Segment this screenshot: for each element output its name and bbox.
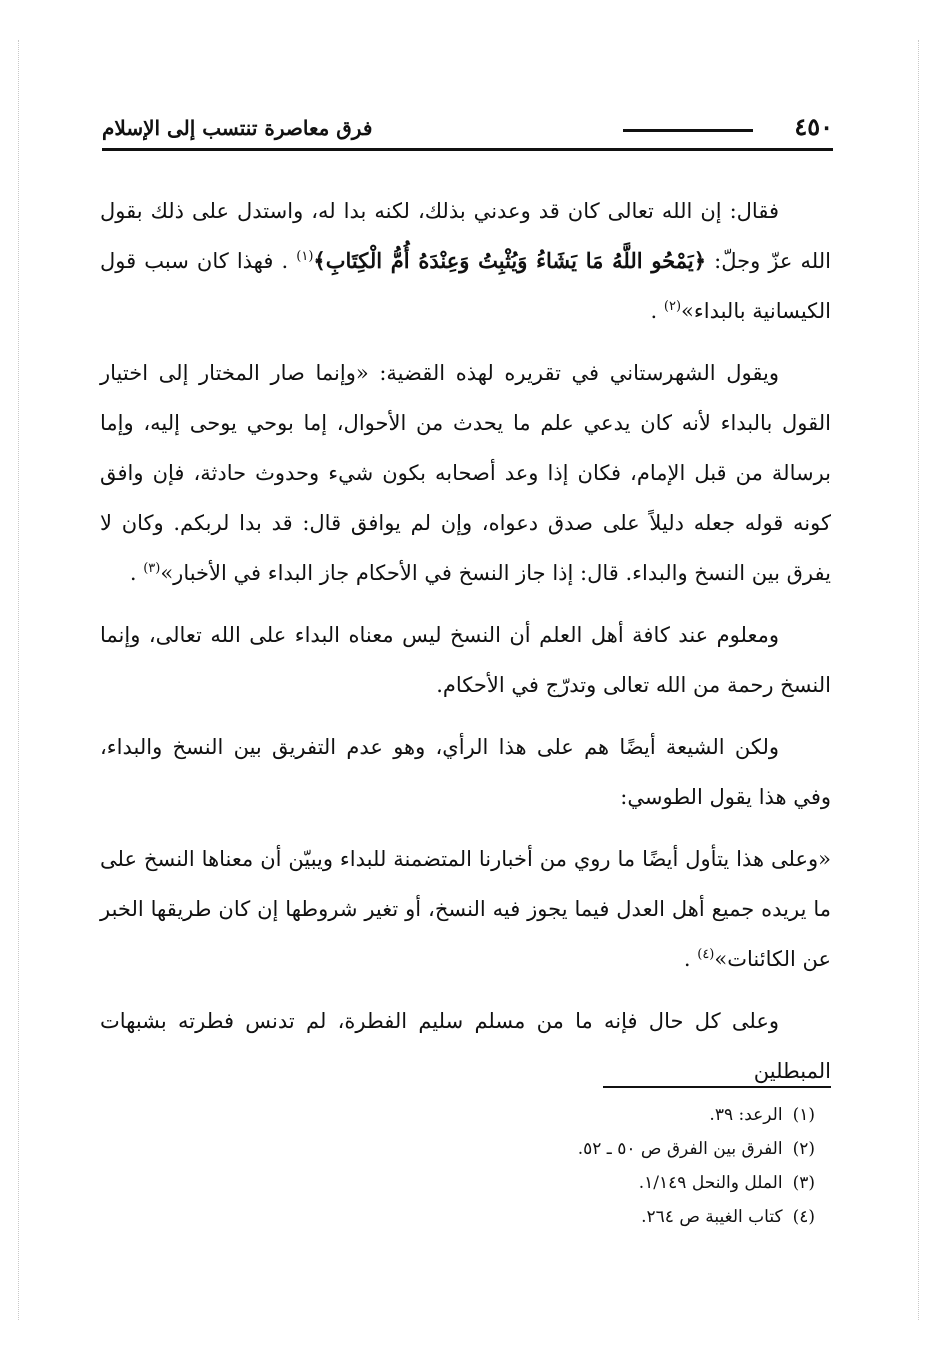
paragraph-4: ولكن الشيعة أيضًا هم على هذا الرأي، وهو عدم التفريق بين النسخ والبداء، وفي هذا يقول الطوسي: — [100, 735, 831, 809]
footnote-text: الفرق بين الفرق ص ٥٠ ـ ٥٢. — [577, 1139, 783, 1159]
header-rule — [102, 148, 833, 151]
page-header — [102, 112, 833, 152]
footnote-number: (٢) — [792, 1139, 815, 1159]
footnote-text: الرعد: ٣٩. — [709, 1105, 783, 1125]
footnote-text: كتاب الغيبة ص ٢٦٤. — [641, 1207, 783, 1227]
paragraph-1-end: . — [650, 299, 664, 323]
footnote-text: الملل والنحل ١/١٤٩. — [638, 1173, 783, 1193]
header-dash — [623, 129, 753, 132]
paragraph-1 — [100, 186, 831, 336]
footnote-3 — [578, 1166, 815, 1200]
footnote-ref-3: (٣) — [143, 561, 161, 576]
footnote-number: (٣) — [792, 1173, 815, 1193]
footnote-ref-1: (١) — [296, 249, 314, 264]
paragraph-2-text: ويقول الشهرستاني في تقريره لهذه القضية: «وإنما صار المختار إلى اختيار القول بالبداء لأنه كان يدعي علم ما يحدث من الأحوال، إما بوحي يوحى إليه، وإما برسالة من قبل الإمام، فكان إذا وعد أصحابه بكون شيء وحدوث حادثة، فإن وافق كونه قوله جعله دليلاً على صدق دعواه، وإن لم يوافق قال: قد بدا لربكم. وكان لا يفرق بين النسخ والبداء. قال: إذا جاز النسخ في الأحكام جاز البداء في الأخبار» — [100, 361, 831, 585]
footnote-number: (١) — [792, 1105, 815, 1125]
footnote-number: (٤) — [792, 1207, 815, 1227]
main-text — [100, 186, 831, 1108]
page-number: ٤٥٠ — [794, 112, 833, 141]
footnote-ref-4: (٤) — [697, 947, 715, 962]
paragraph-3: ومعلوم عند كافة أهل العلم أن النسخ ليس معناه البداء على الله تعالى، وإنما النسخ رحمة من الله تعالى وتدرّج في الأحكام. — [100, 623, 831, 697]
paragraph-5 — [100, 834, 831, 984]
paragraph-2 — [100, 348, 831, 598]
scan-edge-right — [918, 40, 919, 1320]
footnote-1 — [578, 1098, 815, 1132]
footnote-2 — [578, 1132, 815, 1166]
footnote-4 — [578, 1200, 815, 1234]
paragraph-2-end: . — [129, 561, 144, 585]
paragraph-5-text: «وعلى هذا يتأول أيضًا ما روي من أخبارنا المتضمنة للبداء ويبيّن أن معناها النسخ على ما يريده جميع أهل العدل فيما يجوز فيه النسخ، أو تغير شروطها إن كان طريقها الخبر عن الكائنات» — [100, 847, 831, 971]
paragraph-6: وعلى كل حال فإنه ما من مسلم سليم الفطرة، لم تدنس فطرته بشبهات المبطلين — [100, 1009, 831, 1083]
quran-verse: ﴿يَمْحُو اللَّهُ مَا يَشَاءُ وَيُثْبِتُ وَعِنْدَهُ أُمُّ الْكِتَابِ﴾ — [313, 248, 707, 273]
paragraph-1-text: فقال: إن الله تعالى كان قد وعدني بذلك، لكنه بدا له، واستدل على ذلك بقول الله عزّ وجلّ: — [100, 199, 831, 273]
footnote-separator — [603, 1086, 831, 1088]
scan-edge-left — [18, 40, 19, 1320]
footnote-ref-2: (٢) — [663, 299, 682, 314]
running-title: فرق معاصرة تنتسب إلى الإسلام — [102, 116, 373, 140]
paragraph-1-text-b: . فهذا كان سبب قول الكيسانية بالبداء» — [100, 249, 831, 323]
paragraph-5-end: . — [683, 947, 698, 971]
footnotes — [578, 1098, 815, 1234]
